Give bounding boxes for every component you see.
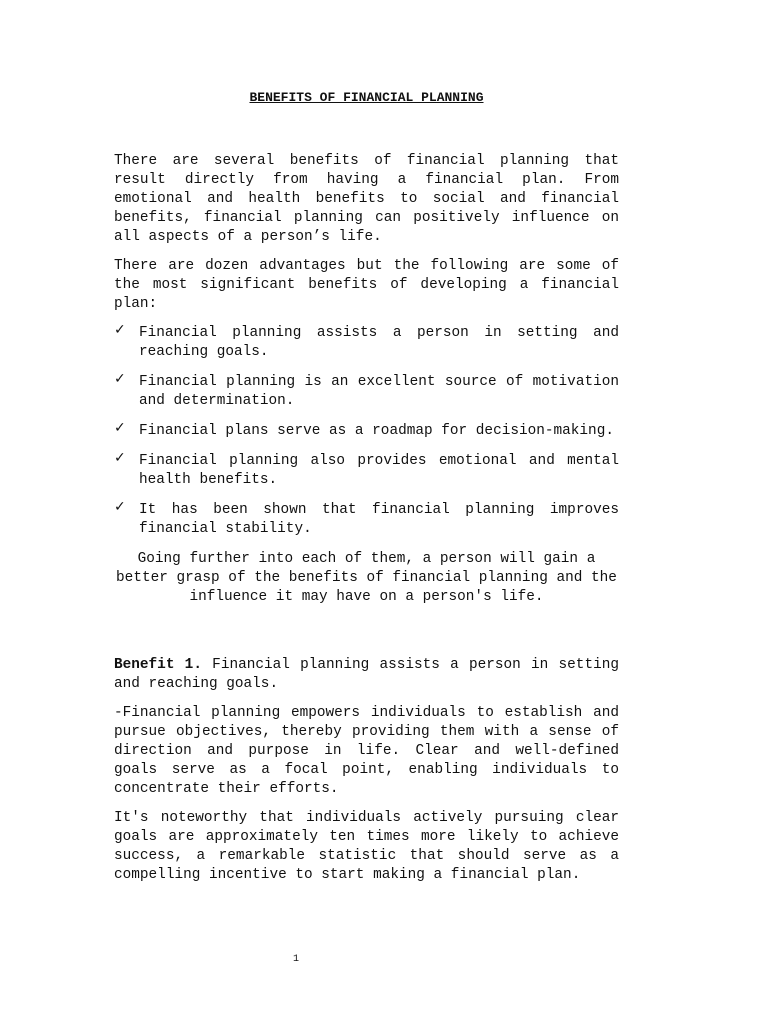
list-item-text: Financial plans serve as a roadmap for decision-making.: [139, 423, 614, 439]
document-title: BENEFITS OF FINANCIAL PLANNING: [249, 90, 484, 105]
list-item: [114, 373, 619, 411]
list-item: [114, 452, 619, 490]
benefit-1-heading-text: Financial planning assists a person in setting and reaching goals.: [114, 657, 619, 692]
check-mark-icon: ✓: [114, 322, 126, 338]
check-mark-icon: ✓: [114, 450, 126, 466]
list-item: [114, 324, 619, 362]
intro-paragraph-1: There are several benefits of financial planning that result directly from having a financial plan. From emotional and health benefits to social and financial benefits, financial planning can positively influence on all aspects of a person’s life.: [114, 153, 619, 245]
benefit-1-label: Benefit 1.: [114, 657, 202, 673]
check-mark-icon: ✓: [114, 499, 126, 515]
benefit-1-paragraph-1: -Financial planning empowers individuals to establish and pursue objectives, thereby providing them with a sense of direction and purpose in life. Clear and well-defined goals serve as a focal point, enabling individuals to concentrate their efforts.: [114, 705, 619, 797]
check-mark-icon: ✓: [114, 420, 126, 436]
list-item-text: Financial planning is an excellent source of motivation and determination.: [139, 374, 619, 409]
list-item-text: It has been shown that financial planning improves financial stability.: [139, 502, 619, 537]
check-mark-icon: ✓: [114, 371, 126, 387]
page-number: 1: [292, 954, 299, 965]
transition-paragraph: Going further into each of them, a person will gain a better grasp of the benefits of financial planning and the influence it may have on a person's life.: [116, 551, 617, 605]
list-item-text: Financial planning also provides emotional and mental health benefits.: [139, 453, 619, 488]
benefit-1-paragraph-2: It's noteworthy that individuals actively pursuing clear goals are approximately ten times more likely to achieve success, a remarkable statistic that should serve as a compelling incentive to start making a financial plan.: [114, 810, 619, 883]
benefit-1-heading: [114, 656, 619, 694]
benefits-list: [114, 324, 619, 539]
document-body: [114, 88, 619, 895]
list-item: [114, 422, 619, 441]
list-item: [114, 501, 619, 539]
intro-paragraph-2: There are dozen advantages but the following are some of the most significant benefits of developing a financial plan:: [114, 258, 619, 312]
list-item-text: Financial planning assists a person in setting and reaching goals.: [139, 325, 619, 360]
